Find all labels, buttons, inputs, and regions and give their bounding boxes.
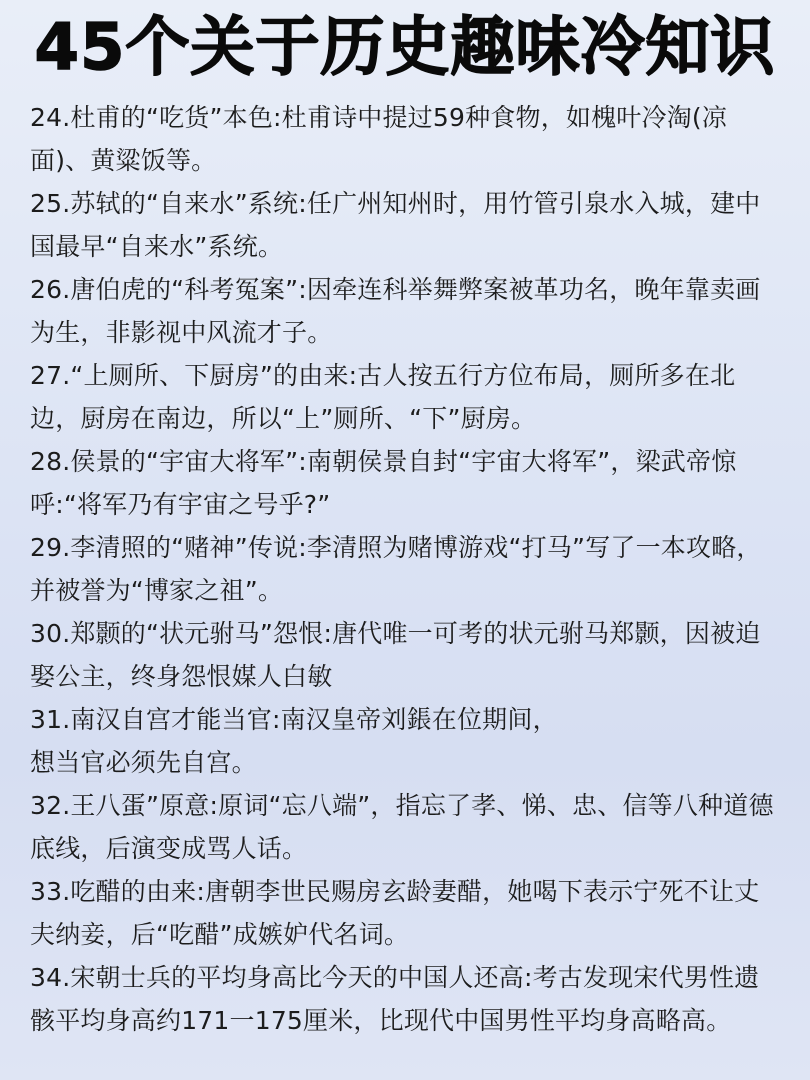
list-item: 32.王八蛋”原意:原词“忘八端”，指忘了孝、悌、忠、信等八种道德底线，后演变成骂人话。	[30, 791, 774, 863]
list-item: 24.杜甫的“吃货”本色:杜甫诗中提过59种食物，如槐叶冷淘(凉面)、黄粱饭等。	[30, 103, 728, 175]
list-item: 29.李清照的“赌神”传说:李清照为赌博游戏“打马”写了一本攻略，并被誉为“博家之祖”。	[30, 533, 762, 605]
list-item: 34.宋朝士兵的平均身高比今天的中国人还高:考古发现宋代男性遗骸平均身高约171一175厘米，比现代中国男性平均身高略高。	[30, 963, 760, 1035]
list-item: 27.“上厕所、下厨房”的由来:古人按五行方位布局，厕所多在北边，厨房在南边，所以“上”厕所、“下”厨房。	[30, 361, 736, 433]
facts-list	[30, 96, 782, 1042]
list-item: 28.侯景的“宇宙大将军”:南朝侯景自封“宇宙大将军”，梁武帝惊呼:“将军乃有宇宙之号乎?”	[30, 447, 737, 519]
list-item: 25.苏轼的“自来水”系统:任广州知州时，用竹管引泉水入城，建中国最早“自来水”系统。	[30, 189, 761, 261]
page-title: 45个关于历史趣味冷知识	[34, 11, 776, 85]
list-item: 26.唐伯虎的“科考冤案”:因牵连科举舞弊案被革功名，晚年靠卖画为生，非影视中风流才子。	[30, 275, 761, 347]
list-item: 31.南汉自宫才能当官:南汉皇帝刘鋹在位期间， 想当官必须先自宫。	[30, 705, 558, 777]
list-item: 33.吃醋的由来:唐朝李世民赐房玄龄妻醋，她喝下表示宁死不让丈夫纳妾，后“吃醋”成嫉妒代名词。	[30, 877, 760, 949]
list-item: 30.郑颢的“状元驸马”怨恨:唐代唯一可考的状元驸马郑颢，因被迫娶公主，终身怨恨媒人白敏	[30, 619, 761, 691]
